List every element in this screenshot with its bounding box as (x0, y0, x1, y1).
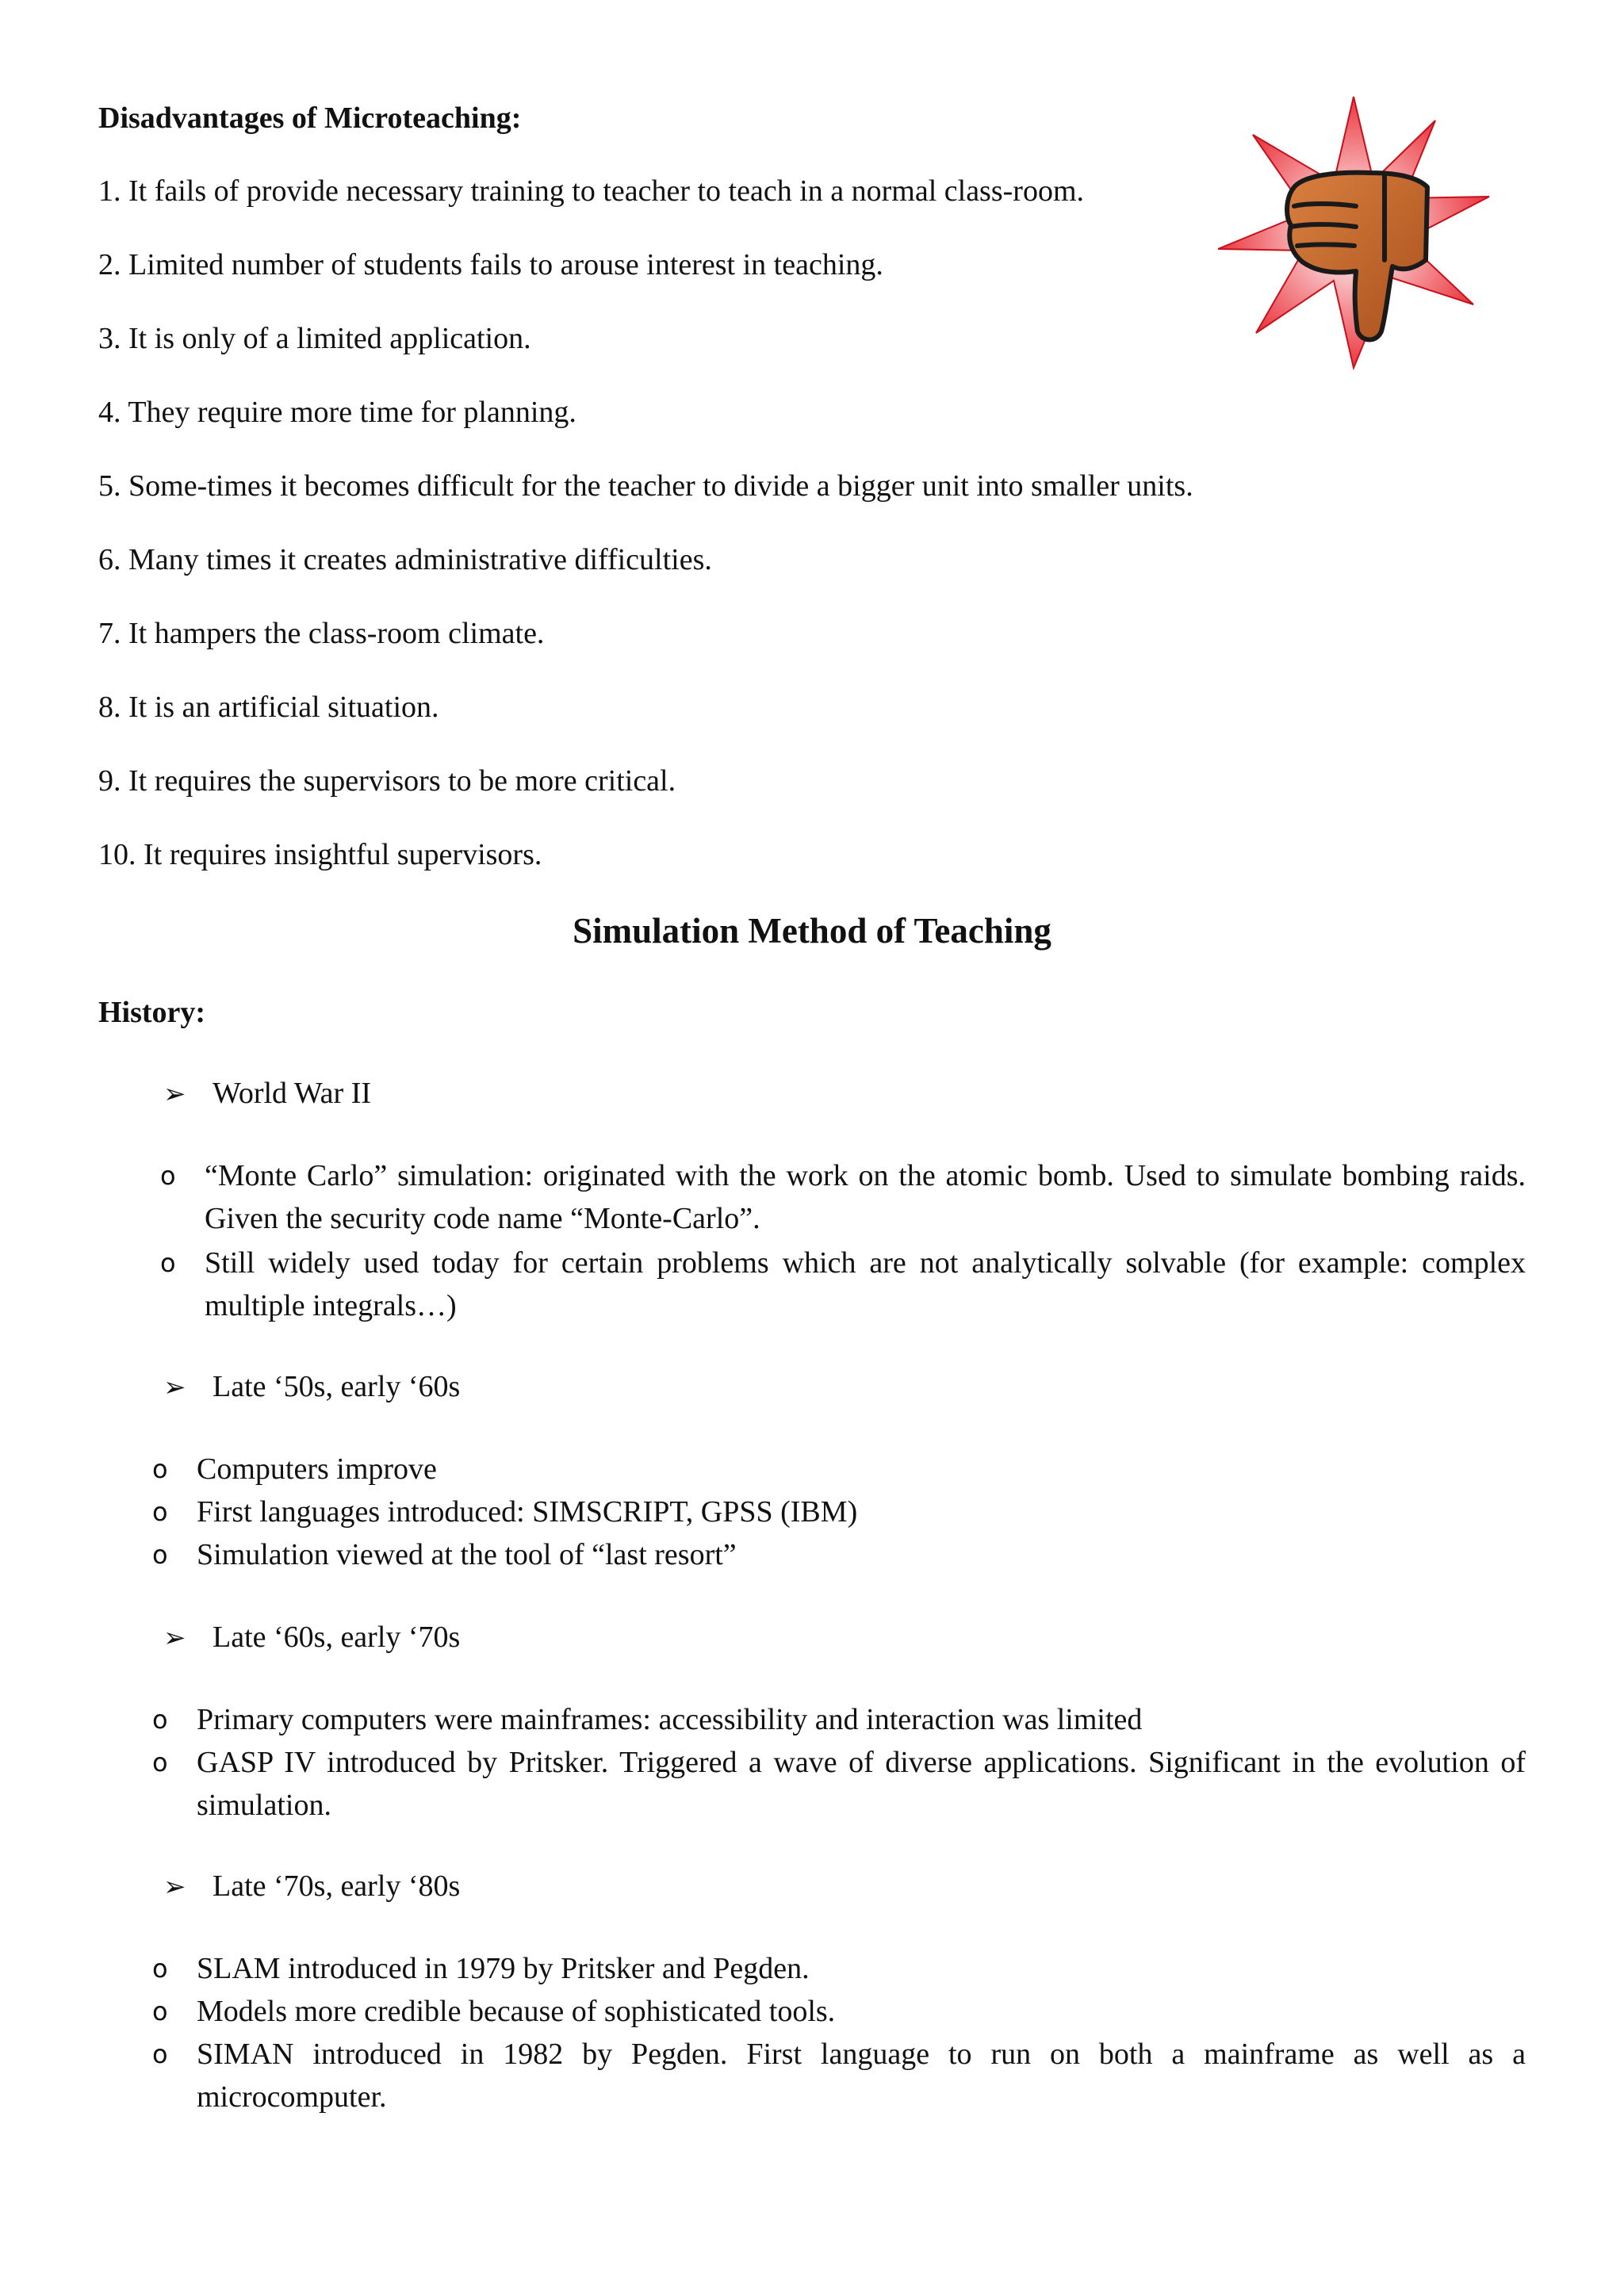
list-item-text: Models more credible because of sophisticated tools. (197, 1995, 836, 2028)
arrow-bullet-icon: ➢ (163, 1622, 186, 1654)
disadvantages-heading: Disadvantages of Microteaching: (98, 101, 522, 135)
era-late-50s (163, 1365, 460, 1409)
list-item-text: SLAM introduced in 1979 by Pritsker and Pegden. (197, 1952, 810, 1985)
list-item-text: “Monte Carlo” simulation: originated with the work on the atomic bomb. Used to simulate bombing raids. Given the security code name “Monte-Carlo”. (205, 1159, 1526, 1235)
list-item-text: Primary computers were mainframes: accessibility and interaction was limited (197, 1703, 1143, 1736)
circle-bullet-icon: o (152, 1954, 168, 1984)
era-label: Late ‘70s, early ‘80s (213, 1869, 461, 1903)
thumbs-down-star-icon (1215, 94, 1492, 371)
list-item (152, 1947, 810, 1990)
arrow-bullet-icon: ➢ (163, 1078, 186, 1110)
circle-bullet-icon: o (152, 2039, 168, 2069)
era-label: Late ‘50s, early ‘60s (213, 1370, 461, 1403)
circle-bullet-icon: o (160, 1248, 176, 1278)
circle-bullet-icon: o (152, 1996, 168, 2026)
disadvantage-item-8: 8. It is an artificial situation. (98, 691, 439, 724)
history-heading: History: (98, 996, 206, 1029)
list-item-text: First languages introduced: SIMSCRIPT, GPSS (IBM) (197, 1495, 858, 1529)
disadvantage-item-7: 7. It hampers the class-room climate. (98, 617, 545, 650)
era-late-60s (163, 1616, 460, 1659)
era-world-war-ii (163, 1072, 371, 1115)
circle-bullet-icon: o (152, 1454, 168, 1484)
era-late-70s (163, 1865, 460, 1908)
list-item-text: GASP IV introduced by Pritsker. Triggered a wave of diverse applications. Significant in the evolution of simulation. (197, 1746, 1526, 1822)
disadvantage-item-4: 4. They require more time for planning. (98, 396, 576, 429)
circle-bullet-icon: o (152, 1705, 168, 1735)
list-item (152, 1990, 836, 2033)
arrow-bullet-icon: ➢ (163, 1871, 186, 1903)
circle-bullet-icon: o (152, 1497, 168, 1527)
disadvantage-item-6: 6. Many times it creates administrative difficulties. (98, 543, 712, 576)
circle-bullet-icon: o (152, 1540, 168, 1570)
disadvantage-item-3: 3. It is only of a limited application. (98, 322, 531, 355)
list-item-text: Computers improve (197, 1452, 437, 1486)
list-item (160, 1242, 1526, 1327)
list-item (152, 1698, 1143, 1741)
list-item-text: SIMAN introduced in 1982 by Pegden. First language to run on both a mainframe as well as a microcomputer. (197, 2038, 1526, 2114)
list-item (152, 1741, 1526, 1827)
disadvantage-item-2: 2. Limited number of students fails to arouse interest in teaching. (98, 248, 883, 281)
disadvantage-item-9: 9. It requires the supervisors to be more critical. (98, 764, 676, 798)
arrow-bullet-icon: ➢ (163, 1372, 186, 1403)
list-item (152, 2033, 1526, 2118)
list-item-text: Still widely used today for certain problems which are not analytically solvable (for example: complex multiple integrals…) (205, 1246, 1526, 1322)
list-item (152, 1533, 737, 1576)
disadvantage-item-5: 5. Some-times it becomes difficult for the teacher to divide a bigger unit into smaller units. (98, 469, 1193, 503)
thumbs-down-hand (1287, 173, 1427, 340)
disadvantage-item-10: 10. It requires insightful supervisors. (98, 838, 542, 871)
section-title: Simulation Method of Teaching (573, 911, 1051, 951)
list-item (160, 1154, 1526, 1240)
disadvantage-item-1: 1. It fails of provide necessary training to teacher to teach in a normal class-room. (98, 174, 1084, 208)
circle-bullet-icon: o (160, 1161, 176, 1191)
list-item (152, 1448, 437, 1490)
list-item (152, 1490, 858, 1533)
era-label: World War II (213, 1077, 372, 1110)
era-label: Late ‘60s, early ‘70s (213, 1621, 461, 1654)
list-item-text: Simulation viewed at the tool of “last resort” (197, 1538, 737, 1571)
circle-bullet-icon: o (152, 1747, 168, 1777)
